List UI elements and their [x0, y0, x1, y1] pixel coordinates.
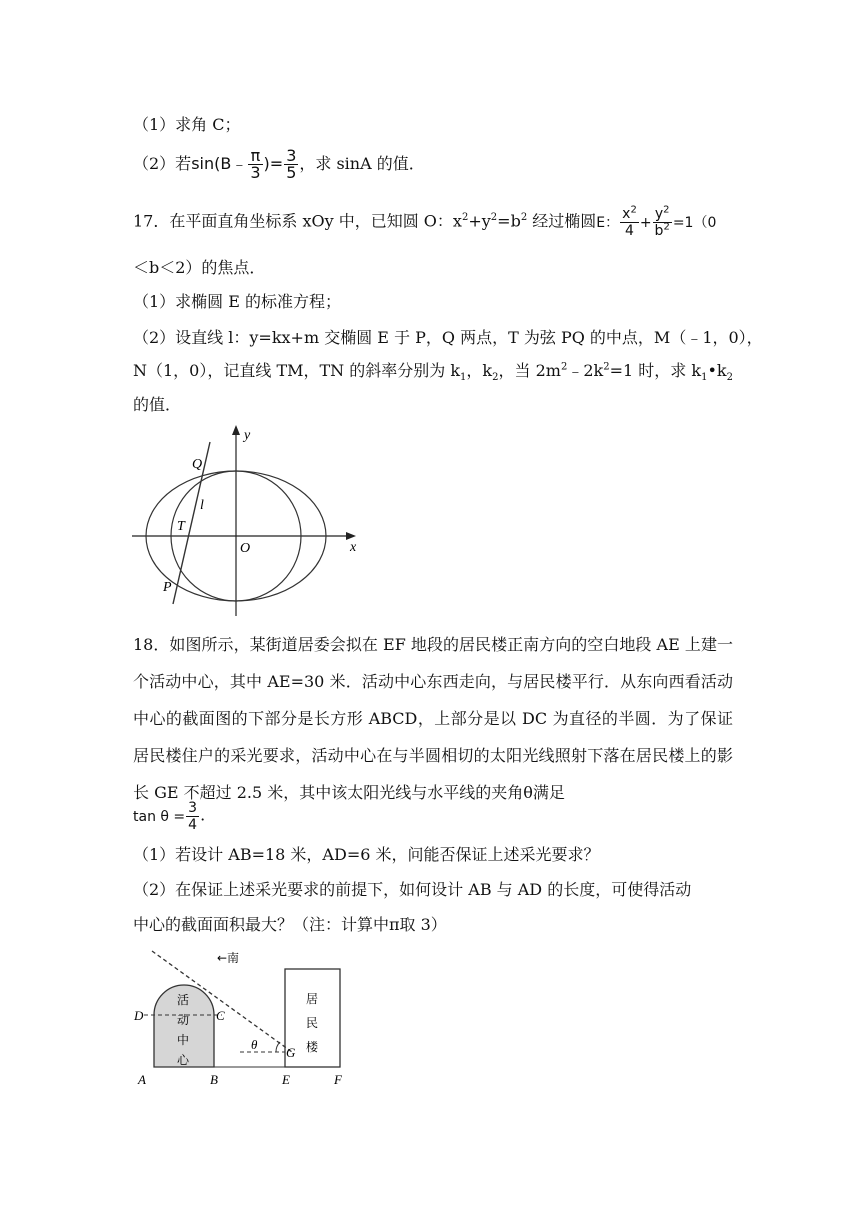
building-char-1: 居: [306, 992, 319, 1006]
q17-part2-line1: （2）设直线 l：y=kx+m 交椭圆 E 于 P，Q 两点，T 为弦 PQ 的中点，M（﹣1，0），: [133, 328, 763, 347]
activity-char-4: 心: [177, 1053, 190, 1067]
activity-char-2: 动: [177, 1013, 190, 1027]
q18-part2-line1: （2）在保证上述采光要求的前提下，如何设计 AB 与 AD 的长度，可使得活动: [133, 880, 692, 899]
q16-three-fifths: $\frac{3}{5}$: [286, 146, 297, 182]
x-axis-arrow: [346, 532, 356, 540]
q18-part2-line2: 中心的截面面积最大？（注：计算中π取 3）: [133, 915, 447, 934]
label-T: T: [177, 519, 185, 534]
q17-part2-line2: N（1，0），记直线 TM，TN 的斜率分别为 $k_1$，$k_2$，当 $2m^2﹣2k^2=1$ 时，求 $k_1•k_2$: [133, 361, 733, 384]
label-E: E: [282, 1072, 290, 1087]
q16-sin: sin(B﹣: [191, 154, 248, 173]
q16-pi-over-3: $\frac{\pi}{3}$: [250, 146, 261, 182]
label-P: P: [163, 580, 172, 595]
label-x: x: [350, 540, 357, 555]
q18-part1: （1）若设计 AB=18 米，AD=6 米，问能否保证上述采光要求？: [133, 845, 600, 864]
q16-part2-suffix: ，求 sinA 的值．: [299, 154, 425, 173]
q16-part2: [133, 148, 425, 181]
y-axis-arrow: [232, 425, 240, 435]
q16-part2-prefix: （2）若: [133, 154, 192, 173]
building-char-3: 楼: [306, 1040, 319, 1054]
label-Q: Q: [192, 457, 203, 472]
building-char-2: 民: [306, 1016, 319, 1030]
q17-part1: （1）求椭圆 E 的标准方程；: [133, 292, 342, 311]
label-y: y: [244, 428, 251, 443]
label-l: l: [200, 498, 204, 513]
q18-activity-center-figure: [130, 945, 360, 1095]
q17-ellipse-figure: [130, 420, 370, 620]
activity-char-1: 活: [177, 993, 190, 1007]
q17-ellipse-equation: E： $\frac{x^2}{4}$ + $\frac{y^2}{b^2}$ =1（0: [596, 204, 717, 239]
q18-tan-condition: tan θ = $\frac{3}{4}$ .: [133, 800, 206, 833]
activity-char-3: 中: [177, 1033, 190, 1047]
label-G: G: [286, 1045, 296, 1060]
label-theta: θ: [251, 1037, 258, 1052]
label-O: O: [240, 541, 251, 556]
q17-part2-line3: 的值．: [133, 395, 182, 414]
q17-stem-line1: 17．在平面直角坐标系 xOy 中，已知圆 O：$x^2+y^2=b^2$ 经过椭圆E： $\frac{x^2}{4}$ + $\frac{y^2}{b^2}$ =1（0: [133, 204, 717, 239]
label-B: B: [210, 1072, 218, 1087]
south-arrow-label: ←南: [217, 951, 240, 965]
label-D: D: [134, 1008, 144, 1023]
label-C: C: [216, 1008, 225, 1023]
q16-formula: sin(B﹣ $\frac{\pi}{3}$ )= $\frac{3}{5}$: [191, 146, 297, 182]
label-A: A: [138, 1072, 146, 1087]
q17-stem-line2: ＜b＜2）的焦点．: [133, 258, 266, 277]
q18-stem: 18．如图所示，某街道居委会拟在 EF 地段的居民楼正南方向的空白地段 AE 上建一个活动中心，其中 AE=30 米．活动中心东西走向，与居民楼平行．从东向西看活动中心的截面图的下部分是长方形 ABCD，上部分是以 DC 为直径的半圆．为了保证居民楼住户的采光要求，活动中心在与半圆相切的太阳光线照射下落在居民楼上的影长 GE 不超过 2.5 米，其中该太阳光线与水平线的夹角θ满足: [133, 635, 733, 802]
q18-three-quarters: $\frac{3}{4}$: [188, 800, 198, 833]
q16-part1: （1）求角 C；: [133, 115, 241, 134]
label-F: F: [334, 1072, 342, 1087]
